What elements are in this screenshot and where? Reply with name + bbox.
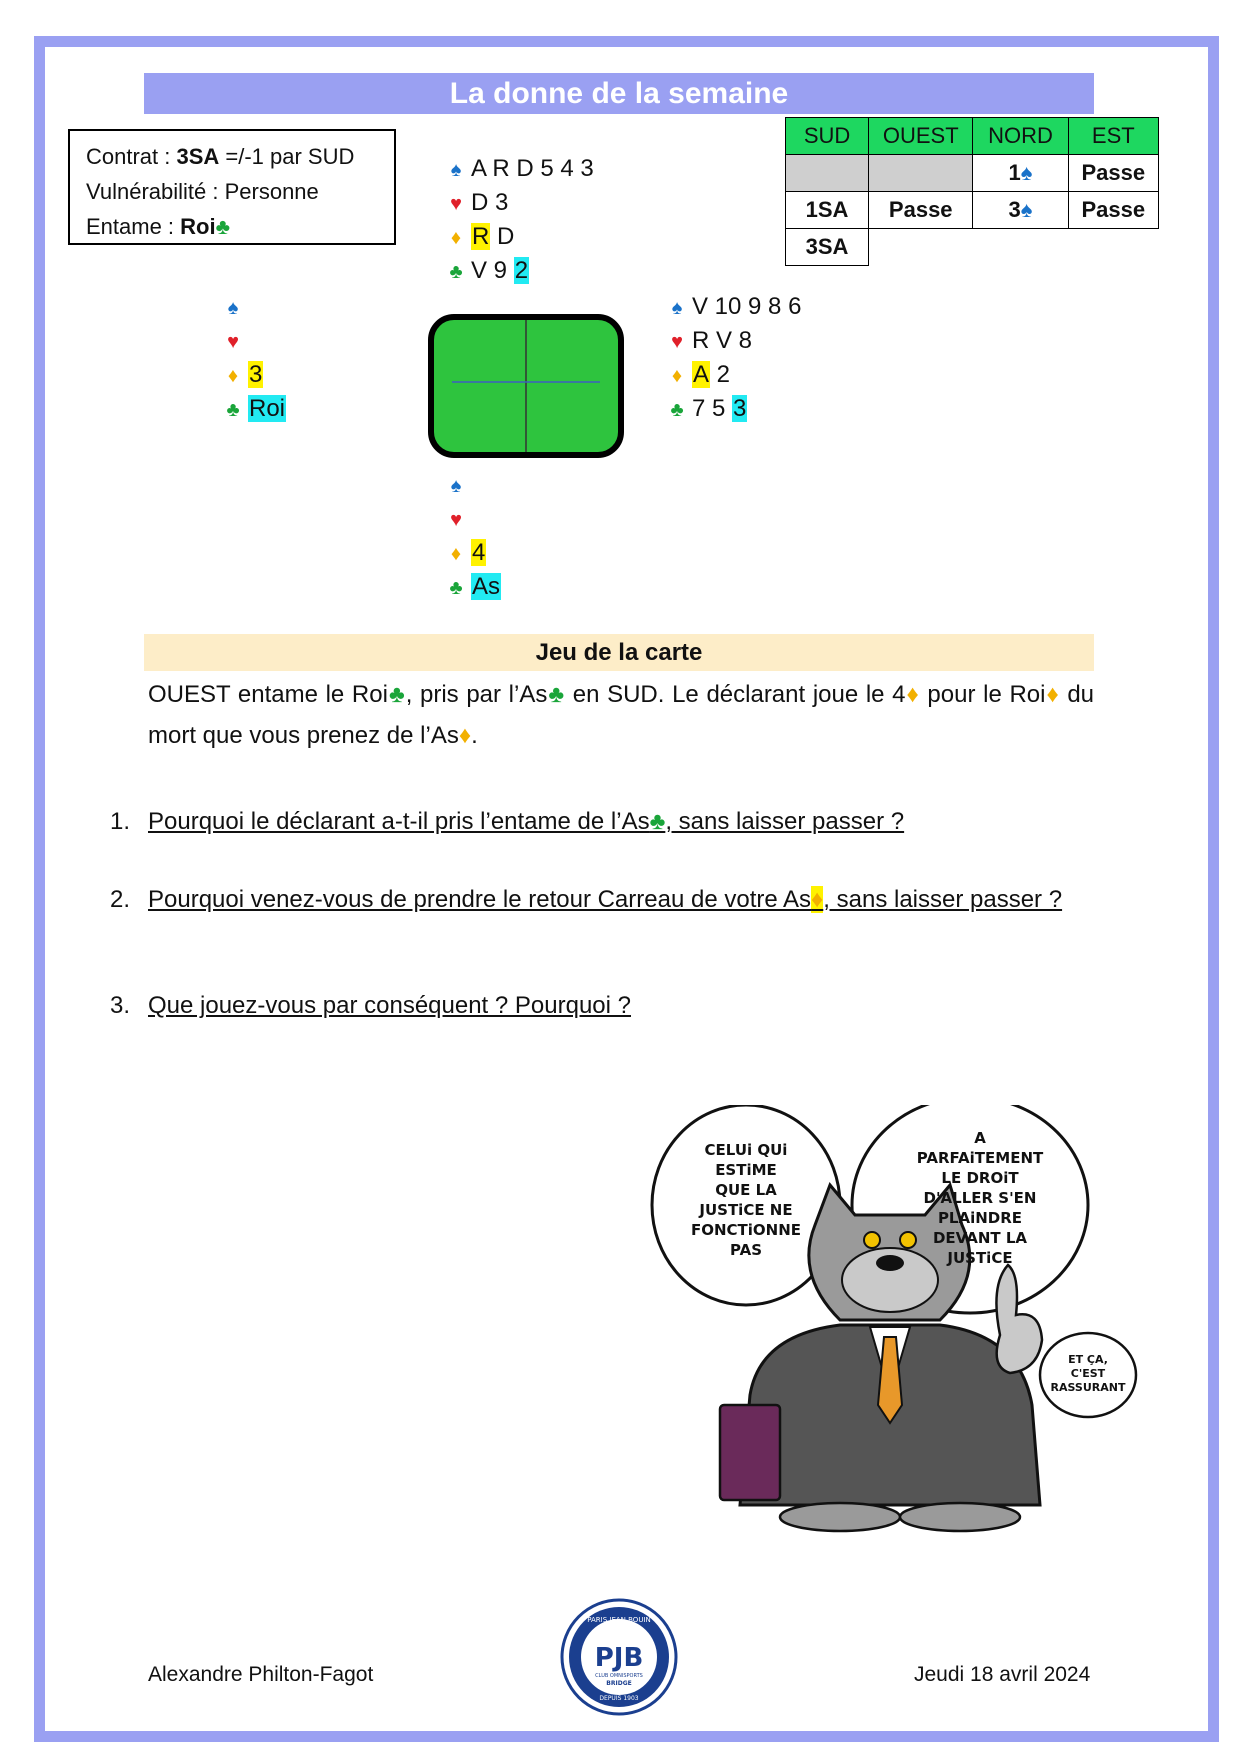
bubble-left-line: PAS	[729, 1241, 763, 1259]
auction-cell: Passe	[869, 192, 973, 229]
logo-main-text: PJB	[594, 1643, 644, 1673]
spade-icon: ♠	[1020, 160, 1033, 185]
bubble-left-line: FONCTiONNE	[690, 1221, 802, 1239]
auction-cell: Passe	[1068, 155, 1158, 192]
south-clubs: ♣ As	[445, 570, 501, 604]
east-hearts: ♥ R V 8	[666, 324, 801, 358]
play-paragraph: OUEST entame le Roi♣, pris par l’As♣ en SUD. Le déclarant joue le 4♦ pour le Roi♦ du mort que vous prenez de l’As♦.	[148, 681, 1095, 749]
auction-row	[786, 155, 1159, 192]
bubble-right-line: DEVANT LA	[932, 1229, 1028, 1247]
auction-row	[786, 192, 1159, 229]
bubble-small-line: RASSURANT	[1050, 1381, 1126, 1394]
cartoon-illustration	[640, 1105, 1140, 1545]
west-diamonds: ♦ 3	[222, 358, 286, 392]
north-spades: ♠ A R D 5 4 3	[445, 152, 594, 186]
club-icon: ♣	[215, 214, 231, 239]
bubble-left-line: ESTiME	[715, 1161, 777, 1179]
bubble-right-line: PARFAiTEMENT	[916, 1149, 1044, 1167]
diamond-icon: ♦	[227, 365, 239, 387]
diamond-icon: ♦	[905, 681, 920, 708]
table-cross	[434, 320, 618, 452]
bubble-left-line: QUE LA	[715, 1181, 777, 1199]
west-clubs: ♣ Roi	[222, 392, 286, 426]
author-name: Alexandre Philton-Fagot	[148, 1663, 374, 1686]
logo-sub-text: CLUB OMNISPORTS	[595, 1673, 643, 1679]
north-hand	[445, 152, 594, 288]
section-title: Jeu de la carte	[144, 634, 1094, 671]
auction-cell: 3SA	[786, 229, 869, 266]
spade-icon: ♠	[450, 159, 462, 181]
spade-icon: ♠	[227, 297, 239, 319]
bubble-right-line: LE DROiT	[941, 1169, 1019, 1187]
heart-icon: ♥	[450, 509, 462, 531]
auction-header-nord: NORD	[973, 118, 1068, 155]
logo-since-text: DEPUIS 1903	[599, 1695, 639, 1702]
auction-row	[786, 229, 1159, 266]
west-spades	[222, 290, 286, 324]
auction-cell-empty	[869, 155, 973, 192]
west-hearts	[222, 324, 286, 358]
bridge-table	[428, 314, 624, 458]
diamond-icon: ♦	[1045, 681, 1060, 708]
diamond-icon: ♦	[450, 227, 462, 249]
contract-value: 3SA	[176, 144, 220, 169]
bubble-left-line: CELUi QUi	[704, 1141, 788, 1159]
heart-icon: ♥	[450, 193, 462, 215]
lead-line: Entame : Roi♣	[86, 214, 231, 239]
auction-header-sud: SUD	[786, 118, 869, 155]
bubble-small-line: ET ÇA,	[1068, 1353, 1108, 1366]
south-hearts	[445, 502, 501, 536]
diamond-icon: ♦	[811, 886, 824, 913]
club-logo	[560, 1598, 678, 1716]
south-hand	[445, 468, 501, 604]
club-icon: ♣	[387, 681, 406, 708]
logo-bridge-text: BRIDGE	[606, 1680, 632, 1687]
club-icon: ♣	[649, 808, 666, 835]
north-clubs: ♣ V 9 2	[445, 254, 594, 288]
contract-box	[68, 129, 396, 245]
vulnerability-line: Vulnérabilité : Personne	[86, 179, 319, 204]
west-hand	[222, 290, 286, 426]
club-icon: ♣	[449, 261, 463, 283]
auction-header-ouest: OUEST	[869, 118, 973, 155]
bubble-right-line: JUSTiCE	[947, 1249, 1013, 1267]
bubble-left-line: JUSTiCE NE	[699, 1201, 793, 1219]
club-icon: ♣	[449, 577, 463, 599]
heart-icon: ♥	[671, 331, 683, 353]
east-spades: ♠ V 10 9 8 6	[666, 290, 801, 324]
logo-ring-text: PARIS JEAN BOUIN	[587, 1616, 651, 1624]
north-diamonds: ♦ R D	[445, 220, 594, 254]
east-diamonds: ♦ A 2	[666, 358, 801, 392]
spade-icon: ♠	[1020, 197, 1033, 222]
south-diamonds: ♦ 4	[445, 536, 501, 570]
spade-icon: ♠	[671, 297, 683, 319]
date-label: Jeudi 18 avril 2024	[914, 1663, 1091, 1686]
contract-line: Contrat : 3SA =/-1 par SUD	[86, 144, 355, 169]
page-title: La donne de la semaine	[144, 73, 1094, 114]
auction-table	[785, 117, 1159, 266]
diamond-icon: ♦	[450, 543, 462, 565]
club-icon: ♣	[547, 681, 566, 708]
south-spades	[445, 468, 501, 502]
bubble-right-line: D'ALLER S'EN	[923, 1189, 1037, 1207]
auction-cell: Passe	[1068, 192, 1158, 229]
bubble-right-line: A	[974, 1129, 986, 1147]
auction-cell: 1♠	[973, 155, 1068, 192]
club-icon: ♣	[226, 399, 240, 421]
auction-cell: 3♠	[973, 192, 1068, 229]
diamond-icon: ♦	[458, 722, 472, 749]
auction-header-row	[786, 118, 1159, 155]
east-clubs: ♣ 7 5 3	[666, 392, 801, 426]
auction-header-est: EST	[1068, 118, 1158, 155]
lead-value: Roi	[180, 214, 216, 239]
east-hand	[666, 290, 801, 426]
bubble-small-line: C'EST	[1070, 1367, 1106, 1380]
spade-icon: ♠	[450, 475, 462, 497]
auction-cell-empty	[786, 155, 869, 192]
bubble-right-line: PLAiNDRE	[937, 1209, 1023, 1227]
heart-icon: ♥	[227, 331, 239, 353]
club-icon: ♣	[670, 399, 684, 421]
auction-cell: 1SA	[786, 192, 869, 229]
diamond-icon: ♦	[671, 365, 683, 387]
north-hearts: ♥ D 3	[445, 186, 594, 220]
